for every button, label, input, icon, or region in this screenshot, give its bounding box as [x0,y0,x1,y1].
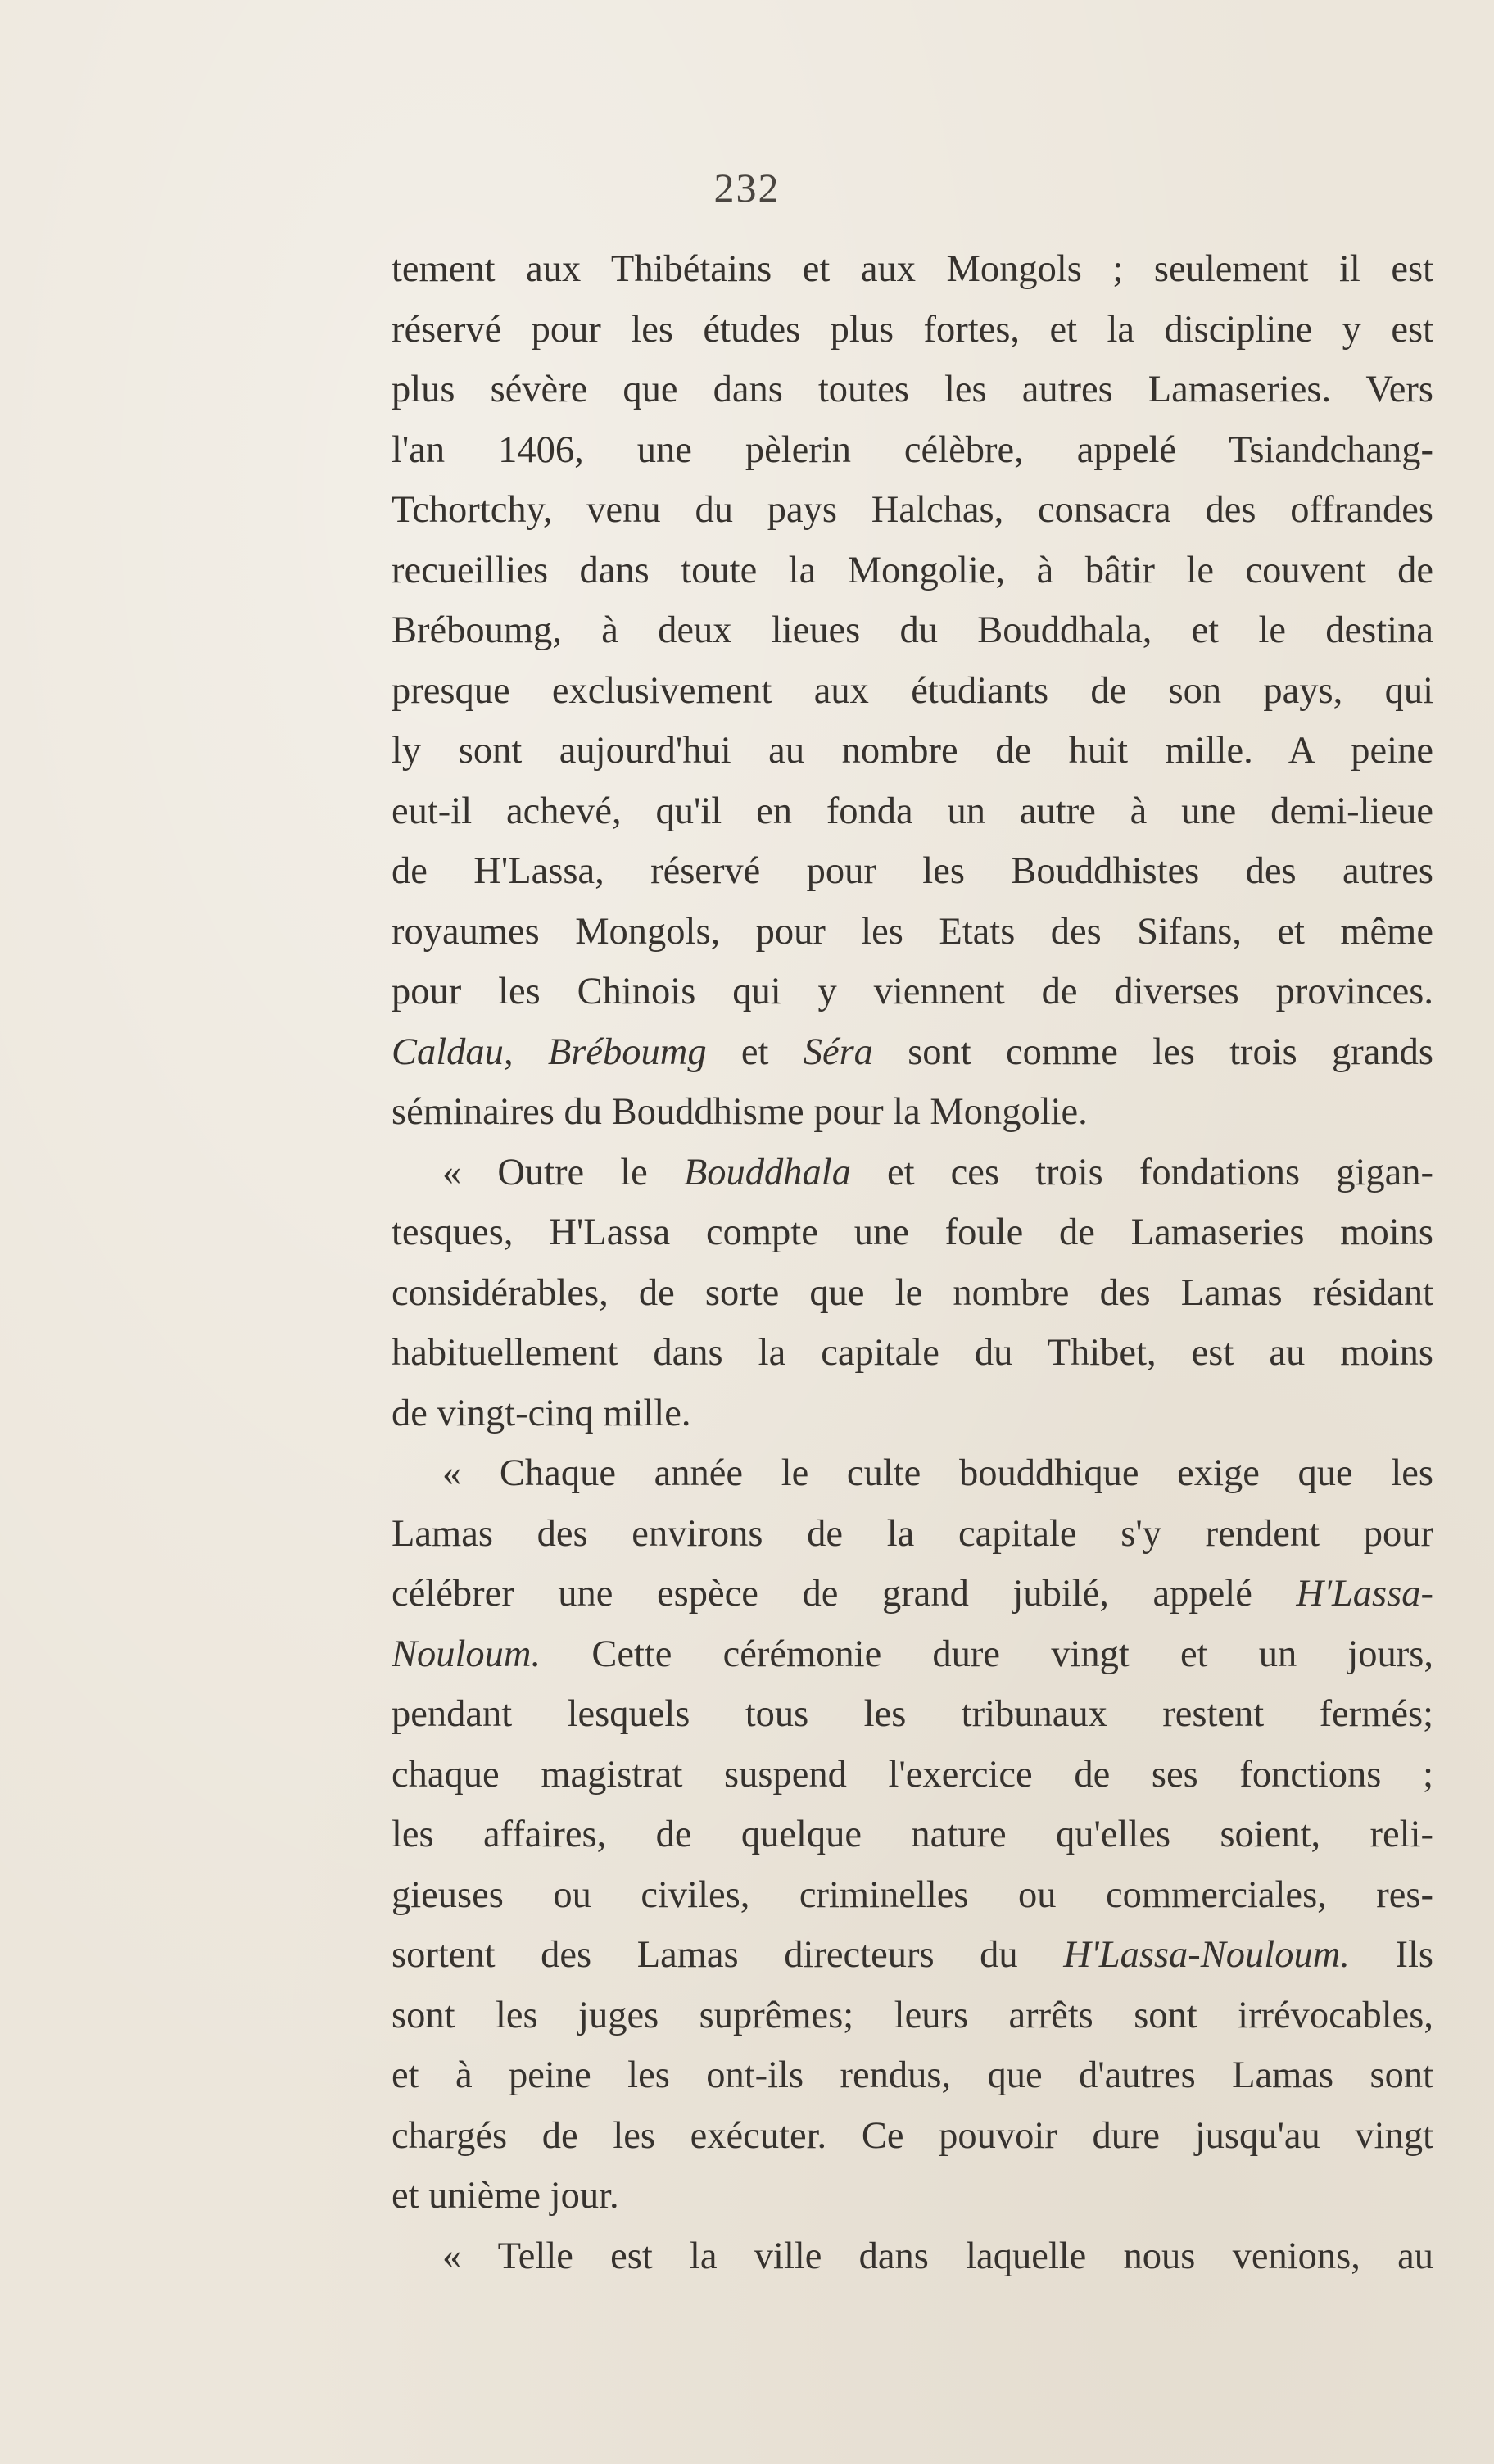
text-run: , [503,1030,548,1073]
text-line [392,1263,1433,1324]
italic-text: Séra [803,1030,873,1073]
text-line [392,480,1433,541]
text-run: habituellement dans la capitale du Thibet, est au moins [392,1332,1433,1374]
text-run: Ils [1349,1934,1433,1976]
text-run: et ces trois fondations gigan- [850,1151,1433,1194]
text-run: plus sévère que dans toutes les autres Lamaseries. Vers [392,369,1433,410]
text-run: de H'Lassa, réservé pour les Bouddhistes des autres [392,850,1433,892]
text-line [392,1745,1433,1805]
text-run: tement aux Thibétains et aux Mongols ; seulement il est [392,248,1433,290]
italic-text: H'Lassa-Nouloum. [1063,1934,1350,1976]
text-line [392,300,1433,360]
text-run: « Telle est la ville dans laquelle nous venions, au [442,2235,1433,2277]
text-run: sont comme les trois grands [872,1030,1433,1073]
text-line [392,962,1433,1022]
text-run: célébrer une espèce de grand jubilé, appelé [392,1573,1297,1615]
text-line [392,902,1433,962]
text-run: recueillies dans toute la Mongolie, à bâtir le couvent de [392,549,1433,591]
text-run: Bréboumg, à deux lieues du Bouddhala, et le destina [392,609,1433,651]
text-run: presque exclusivement aux étudiants de son pays, qui [392,669,1433,712]
text-line [392,1925,1433,1986]
italic-text: Bréboumg [547,1030,707,1073]
text-run: de vingt-cinq mille. [392,1392,691,1434]
text-line [392,781,1433,842]
text-run: et [706,1030,804,1073]
text-line [392,239,1433,300]
text-run: et à peine les ont-ils rendus, que d'autres Lamas sont [392,2054,1433,2096]
text-line [392,420,1433,481]
text-line [392,1624,1433,1685]
text-line [392,1986,1433,2046]
text-run: l'an 1406, une pèlerin célèbre, appelé Tsiandchang- [392,428,1433,471]
text-line [392,2045,1433,2106]
text-line [392,1865,1433,1926]
text-run: « Chaque année le culte bouddhique exige que les [442,1452,1433,1494]
text-line [392,1805,1433,1865]
page-number: 232 [713,165,781,211]
text-run: « Outre le [442,1151,684,1194]
body-text [392,239,1433,2286]
italic-text: Caldau [392,1030,504,1073]
text-line [392,360,1433,420]
text-line [392,1443,1433,1504]
text-run: Tchortchy, venu du pays Halchas, consacra des offrandes [392,489,1433,531]
italic-text: Nouloum. [392,1633,541,1675]
text-line [392,1384,1433,1444]
text-run: considérables, de sorte que le nombre des Lamas résidant [392,1271,1433,1314]
text-run: gieuses ou civiles, criminelles ou commerciales, res- [392,1873,1433,1916]
text-line [392,1564,1433,1624]
text-run: pendant lesquels tous les tribunaux restent fermés; [392,1693,1433,1735]
text-line [392,2106,1433,2167]
text-run: et unième jour. [392,2175,619,2217]
text-line [392,1323,1433,1384]
text-run: tesques, H'Lassa compte une foule de Lamaseries moins [392,1212,1433,1253]
text-line [392,1203,1433,1263]
text-line [392,600,1433,661]
text-run: chaque magistrat suspend l'exercice de ses fonctions ; [392,1753,1433,1796]
text-run: chargés de les exécuter. Ce pouvoir dure jusqu'au vingt [392,2114,1433,2157]
text-line [392,1684,1433,1745]
text-run: réservé pour les études plus fortes, et la discipline y est [392,308,1433,351]
text-run: ly sont aujourd'hui au nombre de huit mille. A peine [392,730,1433,772]
text-line [392,841,1433,902]
text-line [392,1022,1433,1083]
text-line [392,2226,1433,2287]
italic-text: H'Lassa- [1296,1573,1433,1615]
text-line [392,541,1433,601]
text-line [392,721,1433,781]
text-line [392,661,1433,722]
text-line [392,2166,1433,2226]
text-run: sont les juges suprêmes; leurs arrêts sont irrévocables, [392,1994,1433,2036]
text-run: pour les Chinois qui y viennent de diverses provinces. [392,971,1433,1012]
text-run: sortent des Lamas directeurs du [392,1934,1064,1976]
text-run: séminaires du Bouddhisme pour la Mongolie. [392,1091,1088,1133]
text-run: Cette cérémonie dure vingt et un jours, [541,1633,1433,1675]
text-run: Lamas des environs de la capitale s'y rendent pour [392,1512,1433,1555]
italic-text: Bouddhala [683,1151,851,1194]
text-line [392,1504,1433,1565]
text-run: les affaires, de quelque nature qu'elles soient, reli- [392,1814,1433,1855]
text-line [392,1082,1433,1143]
text-line [392,1143,1433,1203]
text-run: royaumes Mongols, pour les Etats des Sifans, et même [392,910,1433,953]
text-run: eut-il achevé, qu'il en fonda un autre à une demi-lieue [392,790,1433,832]
